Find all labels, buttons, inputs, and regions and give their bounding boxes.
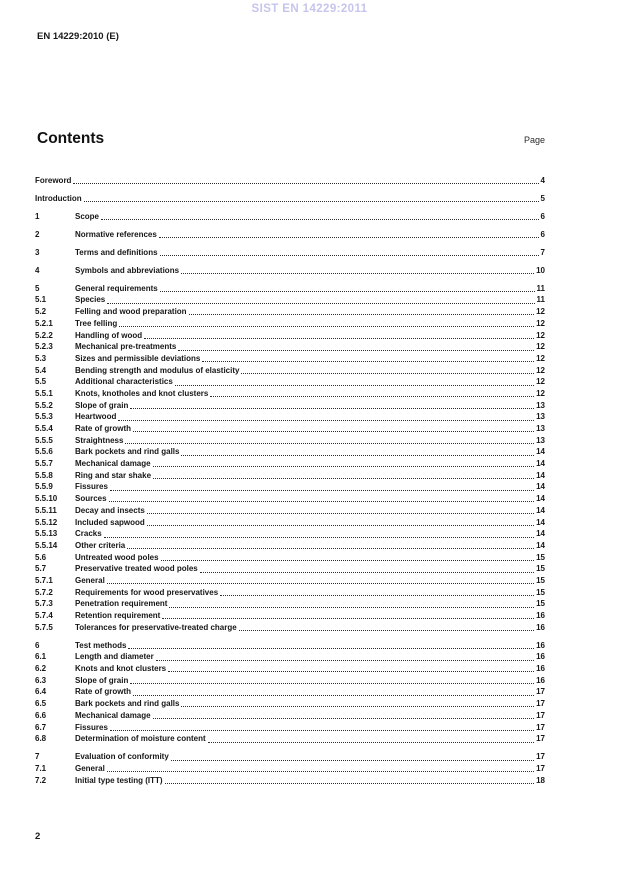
toc-entry-title: Sources [75,494,107,504]
toc-dot-leader [162,618,534,619]
toc-entry-page: 16 [536,611,545,621]
toc-row [35,609,545,621]
toc-entry-title: Felling and wood preparation [75,307,187,317]
toc-entry-number: 7 [35,752,40,762]
toc-dot-leader [110,730,534,731]
toc-row [35,762,545,774]
toc-row [35,434,545,446]
toc-entry-number: 5.2.1 [35,318,53,328]
toc-entry-page: 12 [536,318,545,328]
toc-entry-page: 15 [536,564,545,574]
toc-dot-leader [208,742,534,743]
toc-row [35,586,545,598]
toc-entry-title: Symbols and abbreviations [75,265,180,275]
toc-entry-page: 14 [536,494,545,504]
toc-entry-number: 4 [35,265,40,275]
toc-row [35,352,545,364]
toc-entry-title: Scope [75,211,100,221]
toc-row [35,721,545,733]
toc-row [35,651,545,663]
toc-entry-title: Fissures [75,482,108,492]
toc-row [35,305,545,317]
toc-row [35,492,545,504]
toc-entry-number: 5.7.1 [35,575,53,585]
toc-row [35,469,545,481]
toc-entry-title: Included sapwood [75,517,145,527]
table-of-contents [35,174,545,785]
toc-entry-page: 14 [536,540,545,550]
toc-row [35,562,545,574]
toc-entry-number: 6.1 [35,652,47,662]
toc-row [35,504,545,516]
toc-entry-page: 14 [536,447,545,457]
toc-entry-page: 12 [536,330,545,340]
toc-entry-title: Slope of grain [75,675,129,685]
toc-row [35,621,545,633]
toc-entry-page: 11 [536,283,545,293]
toc-entry-title: General requirements [75,283,158,293]
toc-entry-number: 1 [35,211,40,221]
toc-entry-title: Slope of grain [75,400,129,410]
toc-entry-title: Ring and star shake [75,470,152,480]
toc-entry-page: 13 [536,400,545,410]
toc-row [35,282,545,294]
contents-header [37,130,545,148]
toc-dot-leader [73,183,538,184]
toc-row [35,329,545,341]
toc-dot-leader [104,537,534,538]
toc-entry-page: 13 [536,412,545,422]
toc-entry-number: 5.5.4 [35,424,53,434]
toc-entry-page: 17 [536,763,545,773]
toc-entry-page: 6 [540,211,545,221]
toc-entry-number: 3 [35,247,40,257]
toc-row [35,340,545,352]
toc-dot-leader [133,695,534,696]
toc-entry-number: 5.1 [35,295,47,305]
toc-entry-number: 2 [35,229,40,239]
toc-entry-number: 5.5.12 [35,517,58,527]
toc-row [35,399,545,411]
toc-entry-page: 15 [536,599,545,609]
toc-entry-page: 16 [536,675,545,685]
toc-dot-leader [239,630,534,631]
toc-row [35,174,545,186]
toc-entry-page: 17 [536,734,545,744]
toc-row [35,192,545,204]
toc-dot-leader [110,490,534,491]
toc-row [35,732,545,744]
toc-entry-number: 6.8 [35,734,47,744]
toc-entry-number: 7.2 [35,775,47,785]
toc-dot-leader [147,513,534,514]
toc-entry-page: 17 [536,699,545,709]
toc-entry-page: 5 [540,193,545,203]
toc-entry-page: 15 [536,587,545,597]
toc-entry-page: 12 [536,342,545,352]
document-reference: EN 14229:2010 (E) [37,31,119,42]
toc-entry-number: 6.4 [35,687,47,697]
toc-entry-page: 15 [536,552,545,562]
toc-entry-page: 13 [536,424,545,434]
toc-row [35,228,545,240]
toc-entry-title: Untreated wood poles [75,552,159,562]
toc-row [35,422,545,434]
toc-entry-number: 5.5.1 [35,388,53,398]
toc-entry-title: Evaluation of conformity [75,752,169,762]
toc-row [35,639,545,651]
toc-dot-leader [144,338,534,339]
toc-entry-page: 14 [536,529,545,539]
toc-entry-title: Sizes and permissible deviations [75,353,201,363]
toc-entry-number: 5.5.3 [35,412,53,422]
toc-entry-number: 6 [35,640,40,650]
toc-entry-page: 7 [540,247,545,257]
toc-entry-number: 6.2 [35,664,47,674]
toc-entry-number: 6.3 [35,675,47,685]
toc-entry-page: 16 [536,664,545,674]
toc-entry-title: Retention requirement [75,611,161,621]
toc-entry-number: 5.6 [35,552,47,562]
toc-row [35,387,545,399]
toc-dot-leader [210,396,534,397]
toc-row [35,264,545,276]
toc-dot-leader [153,718,535,719]
toc-dot-leader [161,560,535,561]
toc-entry-number: 5.7.2 [35,587,53,597]
toc-entry-page: 14 [536,470,545,480]
toc-dot-leader [241,373,534,374]
toc-entry-number: 5.5.8 [35,470,53,480]
toc-entry-number: 6.6 [35,710,47,720]
toc-row [35,774,545,786]
toc-entry-number: 5.5.14 [35,540,58,550]
toc-row [35,551,545,563]
toc-entry-title: Rate of growth [75,687,131,697]
toc-entry-number: 5.7.5 [35,622,53,632]
toc-dot-leader [168,671,534,672]
toc-entry-title: Knots, knotholes and knot clusters [75,388,209,398]
toc-entry-title: Handling of wood [75,330,143,340]
toc-row [35,481,545,493]
toc-dot-leader [200,572,534,573]
toc-entry-number: 5.5 [35,377,47,387]
toc-entry-title: Initial type testing (ITT) [75,775,163,785]
page-column-label: Page [523,135,545,145]
toc-row [35,446,545,458]
toc-entry-number: 5.5.13 [35,529,58,539]
toc-entry-number: 5.5.6 [35,447,53,457]
toc-entry-number: 6.5 [35,699,47,709]
toc-entry-page: 17 [536,710,545,720]
toc-entry-page: 12 [536,365,545,375]
toc-entry-title: Normative references [75,229,157,239]
toc-dot-leader [127,548,534,549]
toc-entry-title: Mechanical damage [75,459,151,469]
toc-entry-page: 18 [536,775,545,785]
toc-entry-title: Other criteria [75,540,126,550]
toc-dot-leader [175,385,534,386]
toc-entry-number: 5 [35,283,40,293]
toc-dot-leader [147,525,534,526]
toc-entry-page: 16 [536,652,545,662]
toc-dot-leader [181,455,534,456]
toc-entry-page: 12 [536,353,545,363]
toc-row [35,574,545,586]
toc-entry-title: Heartwood [75,412,117,422]
toc-dot-leader [181,273,534,274]
footer-page-number: 2 [35,831,41,842]
toc-entry-page: 15 [536,575,545,585]
toc-entry-title: General [75,575,105,585]
toc-entry-number: 5.3 [35,353,47,363]
toc-entry-title: Requirements for wood preservatives [75,587,219,597]
toc-entry-title: Test methods [75,640,127,650]
toc-entry-title: Introduction [35,193,82,203]
toc-row [35,210,545,222]
toc-entry-number: 5.5.9 [35,482,53,492]
toc-dot-leader [153,478,534,479]
toc-dot-leader [128,648,534,649]
toc-entry-title: Species [75,295,106,305]
toc-dot-leader [189,314,535,315]
watermark-text: SIST EN 14229:2011 [251,3,368,15]
toc-entry-number: 5.5.5 [35,435,53,445]
toc-row [35,750,545,762]
toc-dot-leader [165,783,535,784]
toc-entry-title: Cracks [75,529,102,539]
toc-entry-page: 13 [536,435,545,445]
toc-dot-leader [107,771,534,772]
toc-entry-title: Tolerances for preservative-treated charge [75,622,237,632]
toc-dot-leader [118,420,534,421]
toc-entry-number: 5.5.7 [35,459,53,469]
toc-dot-leader [119,326,534,327]
toc-entry-title: Knots and knot clusters [75,664,167,674]
toc-entry-title: Terms and definitions [75,247,158,257]
toc-entry-title: Foreword [35,175,72,185]
toc-row [35,246,545,258]
toc-entry-title: Additional characteristics [75,377,173,387]
toc-dot-leader [109,501,535,502]
toc-entry-page: 6 [540,229,545,239]
toc-entry-page: 17 [536,687,545,697]
toc-entry-title: Bark pockets and rind galls [75,699,180,709]
toc-entry-title: Penetration requirement [75,599,168,609]
toc-dot-leader [159,237,539,238]
toc-entry-page: 10 [536,265,545,275]
toc-entry-number: 5.5.10 [35,494,58,504]
toc-entry-title: Decay and insects [75,505,145,515]
toc-dot-leader [160,255,539,256]
toc-entry-page: 14 [536,482,545,492]
toc-row [35,686,545,698]
toc-dot-leader [107,583,534,584]
toc-entry-number: 5.7.3 [35,599,53,609]
toc-dot-leader [101,219,539,220]
toc-dot-leader [130,408,534,409]
toc-entry-number: 5.4 [35,365,47,375]
toc-entry-number: 5.5.11 [35,505,57,515]
toc-row [35,674,545,686]
toc-row [35,364,545,376]
toc-entry-number: 5.7 [35,564,47,574]
toc-entry-page: 14 [536,517,545,527]
toc-row [35,317,545,329]
toc-row [35,516,545,528]
toc-row [35,457,545,469]
toc-entry-page: 16 [536,622,545,632]
toc-entry-title: Rate of growth [75,424,131,434]
toc-entry-title: Preservative treated wood poles [75,564,198,574]
toc-entry-page: 12 [536,388,545,398]
toc-row [35,294,545,306]
toc-entry-number: 5.5.2 [35,400,53,410]
toc-row [35,697,545,709]
toc-entry-page: 4 [540,175,545,185]
toc-entry-page: 12 [536,307,545,317]
toc-dot-leader [156,660,534,661]
toc-entry-page: 11 [536,295,545,305]
toc-entry-title: Fissures [75,722,108,732]
toc-entry-number: 7.1 [35,763,47,773]
toc-entry-number: 6.7 [35,722,47,732]
toc-dot-leader [84,201,539,202]
toc-entry-title: Mechanical pre-treatments [75,342,177,352]
toc-entry-title: Mechanical damage [75,710,151,720]
toc-dot-leader [169,607,534,608]
toc-entry-page: 17 [536,722,545,732]
toc-entry-title: Bending strength and modulus of elasticity [75,365,240,375]
toc-entry-page: 16 [536,640,545,650]
toc-dot-leader [133,431,534,432]
toc-entry-page: 14 [536,459,545,469]
toc-row [35,527,545,539]
toc-dot-leader [202,361,534,362]
toc-entry-page: 12 [536,377,545,387]
toc-entry-title: Length and diameter [75,652,154,662]
toc-entry-title: General [75,763,105,773]
toc-dot-leader [178,350,534,351]
contents-title: Contents [37,130,105,147]
toc-dot-leader [171,760,534,761]
toc-entry-number: 5.2.2 [35,330,53,340]
toc-dot-leader [160,291,535,292]
toc-dot-leader [181,706,534,707]
toc-row [35,539,545,551]
toc-entry-title: Straightness [75,435,124,445]
toc-entry-number: 5.2 [35,307,47,317]
toc-entry-title: Bark pockets and rind galls [75,447,180,457]
toc-dot-leader [107,303,534,304]
toc-entry-title: Tree felling [75,318,118,328]
toc-dot-leader [220,595,534,596]
toc-entry-title: Determination of moisture content [75,734,206,744]
toc-entry-number: 5.7.4 [35,611,53,621]
toc-dot-leader [130,683,534,684]
toc-row [35,410,545,422]
toc-row [35,662,545,674]
toc-row [35,375,545,387]
toc-row [35,709,545,721]
toc-row [35,597,545,609]
toc-entry-page: 14 [536,505,545,515]
toc-dot-leader [125,443,534,444]
toc-entry-page: 17 [536,752,545,762]
toc-entry-number: 5.2.3 [35,342,53,352]
toc-dot-leader [153,466,535,467]
